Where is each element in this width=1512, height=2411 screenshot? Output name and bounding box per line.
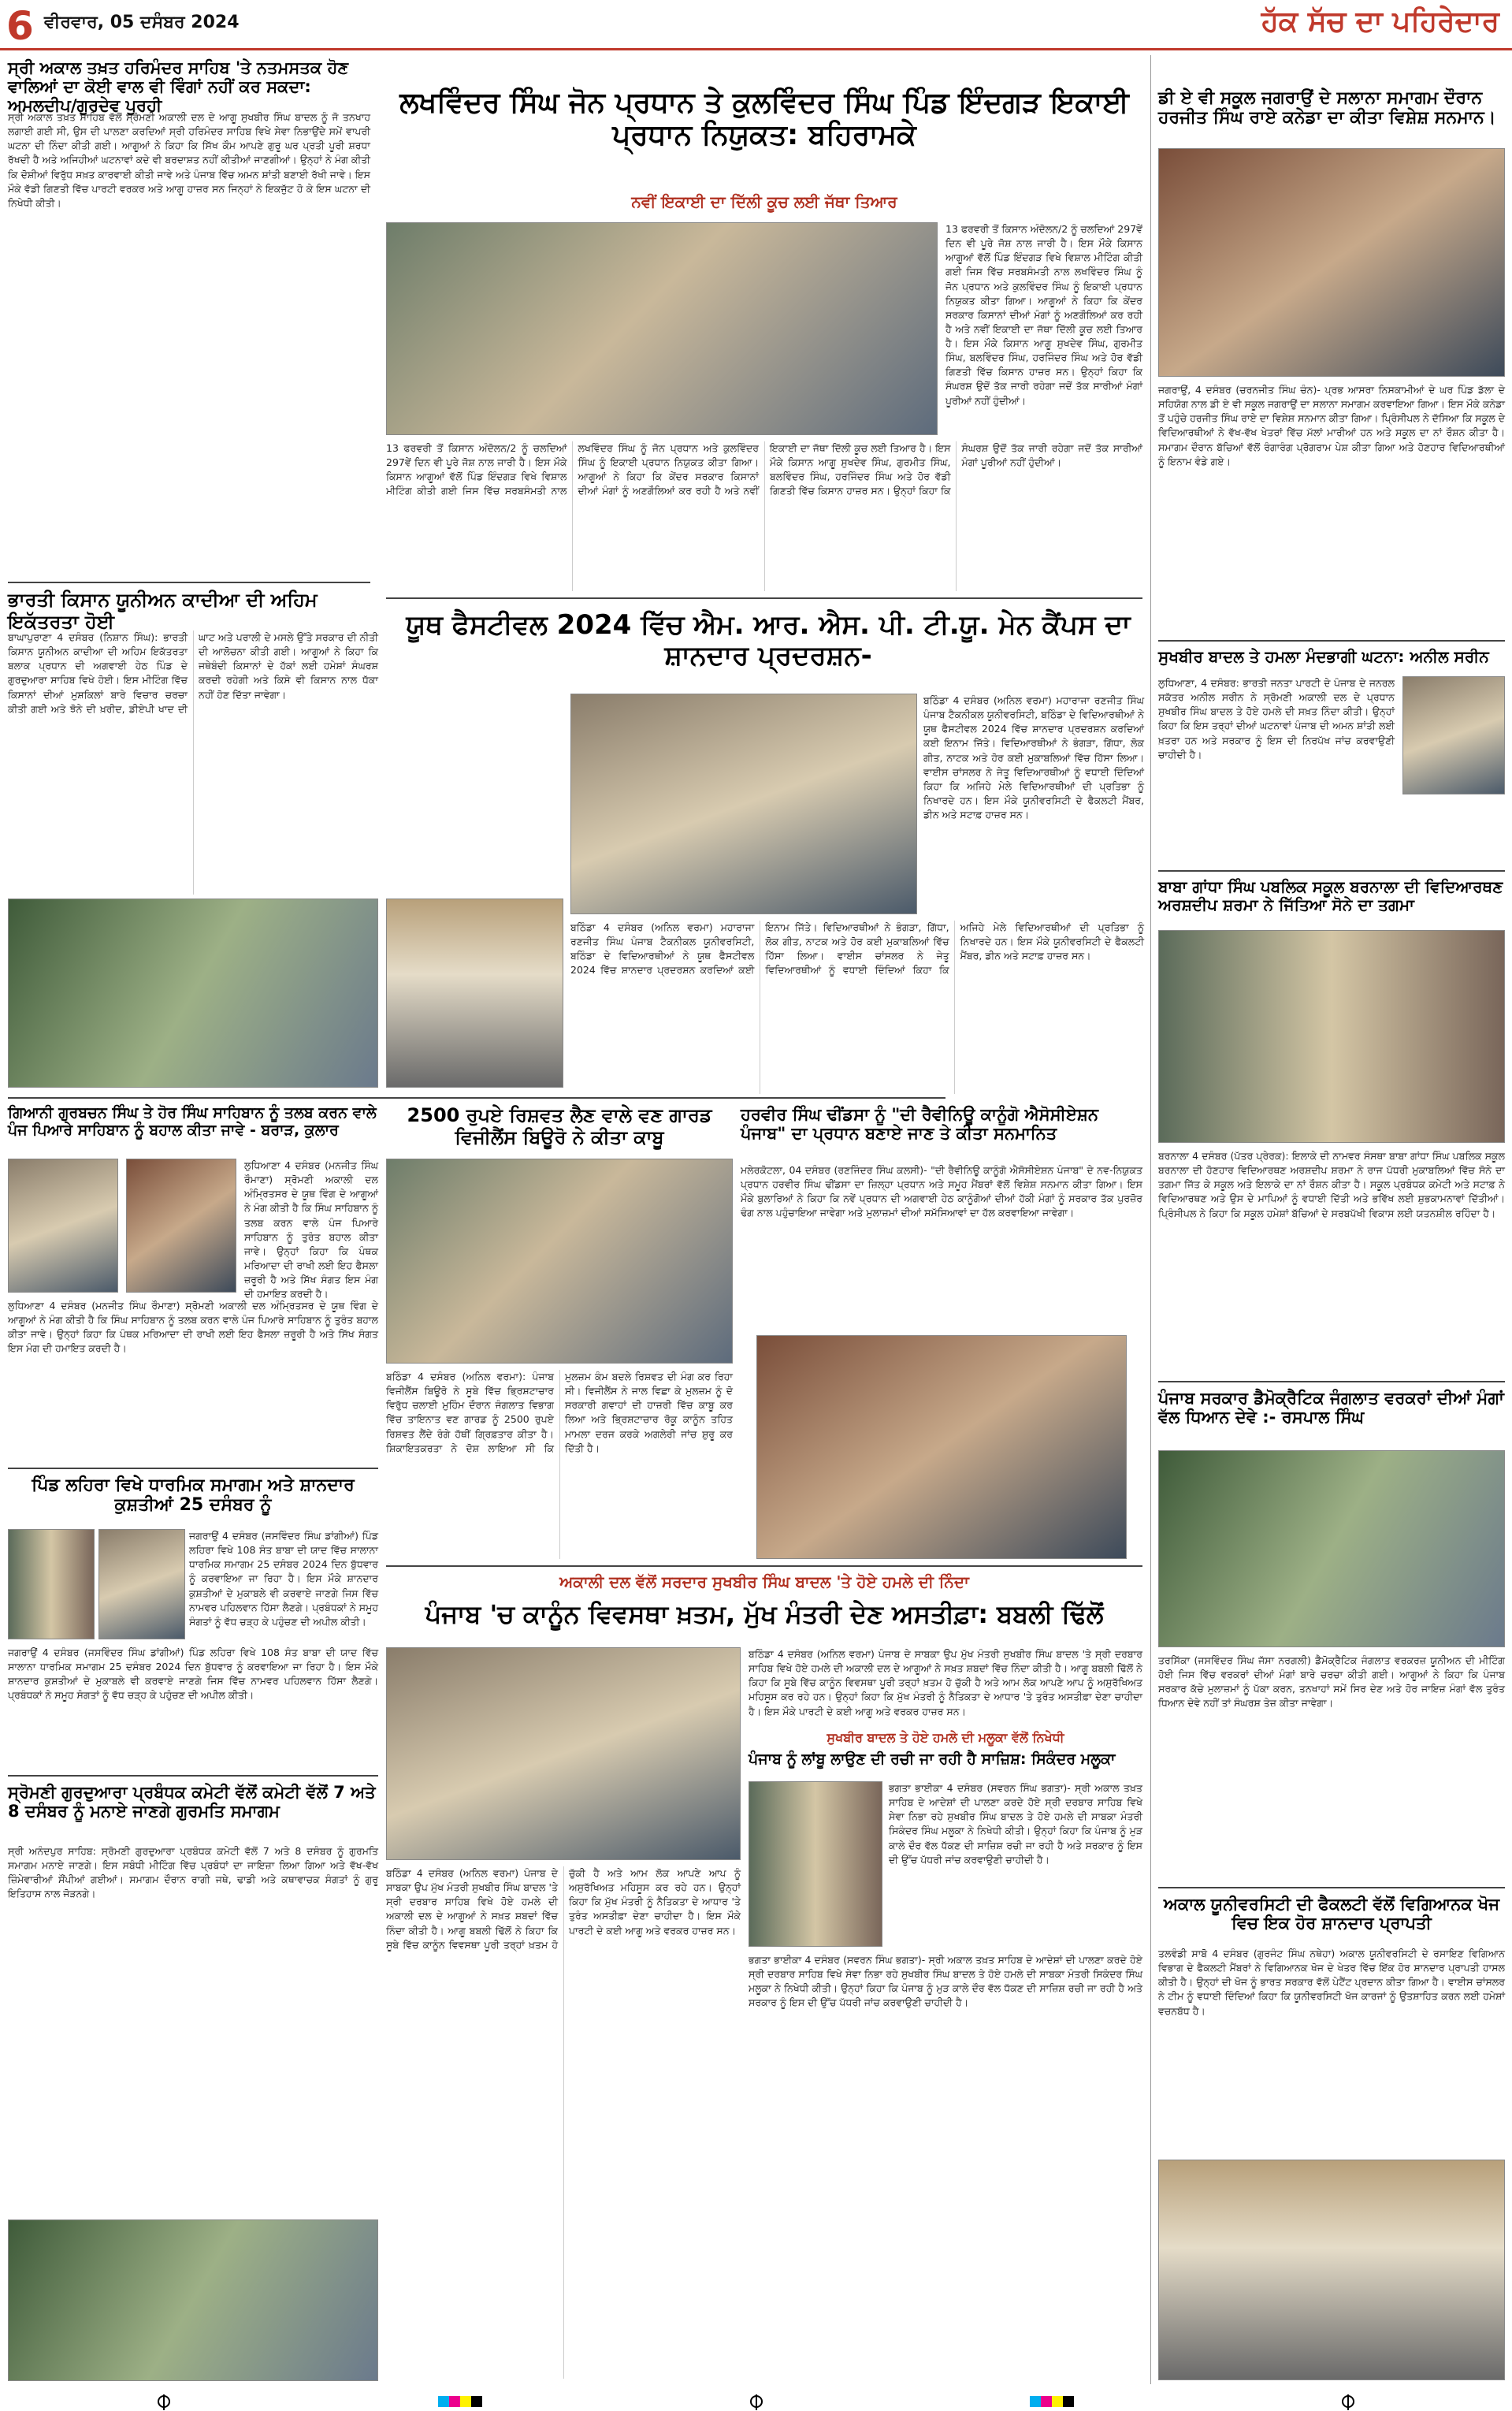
divider: [8, 582, 370, 583]
article-a3-body: ਜਗਰਾਉਂ, 4 ਦਸੰਬਰ (ਚਰਨਜੀਤ ਸਿੰਘ ਚੰਨ)- ਪ੍ਰਭ ਆਸਰਾ ਨਿਸਕਾਮੀਆਂ ਦੇ ਘਰ ਪਿੰਡ ਡੱਲਾ ਦੇ ਸਹਿਯੋਗ ਨਾਲ ਡੀ ਏ ਵੀ ਸਕੂਲ ਜਗਰਾਉਂ ਦਾ ਸਲਾਨਾ ਸਮਾਗਮ ਕਰਵਾਇਆ ਗਿਆ। ਇਸ ਮੌਕੇ ਕਨੇਡਾ ਤੋਂ ਪਹੁੰਚੇ ਹਰਜੀਤ ਸਿੰਘ ਰਾਏ ਦਾ ਵਿਸ਼ੇਸ਼ ਸਨਮਾਨ ਕੀਤਾ ਗਿਆ। ਪ੍ਰਿੰਸੀਪਲ ਨੇ ਦੱਸਿਆ ਕਿ ਸਕੂਲ ਦੇ ਵਿਦਿਆਰਥੀਆਂ ਨੇ ਵੱਖ-ਵੱਖ ਖੇਤਰਾਂ ਵਿੱਚ ਮੱਲਾਂ ਮਾਰੀਆਂ ਹਨ ਅਤੇ ਸਕੂਲ ਦਾ ਨਾਂ ਰੌਸ਼ਨ ਕੀਤਾ ਹੈ। ਸਮਾਗਮ ਦੌਰਾਨ ਬੱਚਿਆਂ ਵੱਲੋਂ ਰੰਗਾਰੰਗ ਪ੍ਰੋਗਰਾਮ ਪੇਸ਼ ਕੀਤਾ ਗਿਆ ਅਤੇ ਹੋਣਹਾਰ ਵਿਦਿਆਰਥੀਆਂ ਨੂੰ ਇਨਾਮ ਵੰਡੇ ਗਏ।: [1158, 384, 1505, 467]
divider: [1158, 1381, 1505, 1382]
subhead-a2: ਨਵੀਂ ਇਕਾਈ ਦਾ ਦਿੱਲੀ ਕੂਚ ਲਈ ਜੱਥਾ ਤਿਆਰ: [631, 192, 897, 211]
photo-anil-sarin: [1402, 676, 1505, 794]
headline-a7: ਯੂਥ ਫੈਸਟੀਵਲ 2024 ਵਿੱਚ ਐਮ. ਆਰ. ਐਸ. ਪੀ. ਟੀ.ਯੂ. ਮੇਨ ਕੈਂਪਸ ਦਾ ਸ਼ਾਨਦਾਰ ਪ੍ਰਦਰਸ਼ਨ-: [406, 609, 1131, 672]
article-a6-body: ਬਾਘਾਪੁਰਾਣਾ 4 ਦਸੰਬਰ (ਨਿਸ਼ਾਨ ਸਿੰਘ): ਭਾਰਤੀ ਕਿਸਾਨ ਯੂਨੀਅਨ ਕਾਦੀਆ ਦੀ ਅਹਿਮ ਇਕੱਤਰਤਾ ਬਲਾਕ ਪ੍ਰਧਾਨ ਦੀ ਅਗਵਾਈ ਹੇਠ ਪਿੰਡ ਦੇ ਗੁਰਦੁਆਰਾ ਸਾਹਿਬ ਵਿਖੇ ਹੋਈ। ਇਸ ਮੀਟਿੰਗ ਵਿੱਚ ਕਿਸਾਨਾਂ ਦੀਆਂ ਮੁਸ਼ਕਿਲਾਂ ਬਾਰੇ ਵਿਚਾਰ ਚਰਚਾ ਕੀਤੀ ਗਈ ਅਤੇ ਝੋਨੇ ਦੀ ਖ਼ਰੀਦ, ਡੀਏਪੀ ਖਾਦ ਦੀ ਘਾਟ ਅਤੇ ਪਰਾਲੀ ਦੇ ਮਸਲੇ ਉੱਤੇ ਸਰਕਾਰ ਦੀ ਨੀਤੀ ਦੀ ਆਲੋਚਨਾ ਕੀਤੀ ਗਈ। ਆਗੂਆਂ ਨੇ ਕਿਹਾ ਕਿ ਜਥੇਬੰਦੀ ਕਿਸਾਨਾਂ ਦੇ ਹੱਕਾਂ ਲਈ ਹਮੇਸ਼ਾਂ ਸੰਘਰਸ਼ ਕਰਦੀ ਰਹੇਗੀ ਅਤੇ ਕਿਸੇ ਵੀ ਕਿਸਾਨ ਨਾਲ ਧੱਕਾ ਨਹੀਂ ਹੋਣ ਦਿੱਤਾ ਜਾਵੇਗਾ।: [8, 631, 378, 715]
photo-gold-medal-student: [1158, 930, 1505, 1143]
issue-date: ਵੀਰਵਾਰ, 05 ਦਸੰਬਰ 2024: [44, 13, 240, 32]
photo-portrait-organiser-1: [8, 1529, 95, 1639]
divider: [1158, 640, 1505, 642]
divider: [8, 1468, 378, 1469]
article-a8-body: ਲੁਧਿਆਣਾ 4 ਦਸੰਬਰ (ਮਨਜੀਤ ਸਿੰਘ ਰੌਮਾਣਾ) ਸ੍ਰੋਮਣੀ ਅਕਾਲੀ ਦਲ ਅੰਮ੍ਰਿਤਸਰ ਦੇ ਯੂਥ ਵਿੰਗ ਦੇ ਆਗੂਆਂ ਨੇ ਮੰਗ ਕੀਤੀ ਹੈ ਕਿ ਸਿੰਘ ਸਾਹਿਬਾਨ ਨੂੰ ਤਲਬ ਕਰਨ ਵਾਲੇ ਪੰਜ ਪਿਆਰੇ ਸਾਹਿਬਾਨ ਨੂੰ ਤੁਰੰਤ ਬਹਾਲ ਕੀਤਾ ਜਾਵੇ। ਉਨ੍ਹਾਂ ਕਿਹਾ ਕਿ ਪੰਥਕ ਮਰਿਆਦਾ ਦੀ ਰਾਖੀ ਲਈ ਇਹ ਫੈਸਲਾ ਜ਼ਰੂਰੀ ਹੈ ਅਤੇ ਸਿੱਖ ਸੰਗਤ ਇਸ ਮੰਗ ਦੀ ਹਮਾਇਤ ਕਰਦੀ ਹੈ।: [8, 1300, 378, 1355]
photo-forest-workers: [1158, 1450, 1505, 1647]
photo-kanungo-association: [756, 1335, 1127, 1559]
registration-mark-icon: [158, 2395, 170, 2408]
photo-youth-festival: [570, 694, 917, 914]
article-a15-body: ਬਠਿੰਡਾ 4 ਦਸੰਬਰ (ਅਨਿਲ ਵਰਮਾ) ਪੰਜਾਬ ਦੇ ਸਾਬਕਾ ਉਪ ਮੁੱਖ ਮੰਤਰੀ ਸੁਖਬੀਰ ਸਿੰਘ ਬਾਦਲ 'ਤੇ ਸ੍ਰੀ ਦਰਬਾਰ ਸਾਹਿਬ ਵਿਖੇ ਹੋਏ ਹਮਲੇ ਦੀ ਅਕਾਲੀ ਦਲ ਦੇ ਆਗੂਆਂ ਨੇ ਸਖ਼ਤ ਸ਼ਬਦਾਂ ਵਿੱਚ ਨਿੰਦਾ ਕੀਤੀ ਹੈ। ਆਗੂ ਬਬਲੀ ਢਿੱਲੋਂ ਨੇ ਕਿਹਾ ਕਿ ਸੂਬੇ ਵਿੱਚ ਕਾਨੂੰਨ ਵਿਵਸਥਾ ਪੂਰੀ ਤਰ੍ਹਾਂ ਖ਼ਤਮ ਹੋ ਚੁੱਕੀ ਹੈ ਅਤੇ ਆਮ ਲੋਕ ਆਪਣੇ ਆਪ ਨੂੰ ਅਸੁਰੱਖਿਅਤ ਮਹਿਸੂਸ ਕਰ ਰਹੇ ਹਨ। ਉਨ੍ਹਾਂ ਕਿਹਾ ਕਿ ਮੁੱਖ ਮੰਤਰੀ ਨੂੰ ਨੈਤਿਕਤਾ ਦੇ ਆਧਾਰ 'ਤੇ ਤੁਰੰਤ ਅਸਤੀਫ਼ਾ ਦੇਣਾ ਚਾਹੀਦਾ ਹੈ। ਇਸ ਮੌਕੇ ਪਾਰਟੀ ਦੇ ਕਈ ਆਗੂ ਅਤੇ ਵਰਕਰ ਹਾਜ਼ਰ ਸਨ।: [386, 1867, 741, 1951]
article-a1-body: ਸ੍ਰੀ ਅਕਾਲ ਤਖ਼ਤ ਸਾਹਿਬ ਵੱਲੋਂ ਸ੍ਰੋਮਣੀ ਅਕਾਲੀ ਦਲ ਦੇ ਆਗੂ ਸੁਖਬੀਰ ਸਿੰਘ ਬਾਦਲ ਨੂੰ ਜੋ ਤਨਖਾਹ ਲਗਾਈ ਗਈ ਸੀ, ਉਸ ਦੀ ਪਾਲਣਾ ਕਰਦਿਆਂ ਸ੍ਰੀ ਹਰਿਮੰਦਰ ਸਾਹਿਬ ਵਿਖੇ ਸੇਵਾ ਨਿਭਾਉਂਦੇ ਸਮੇਂ ਵਾਪਰੀ ਘਟਨਾ ਦੀ ਨਿੰਦਾ ਕੀਤੀ ਗਈ। ਆਗੂਆਂ ਨੇ ਕਿਹਾ ਕਿ ਸਿੱਖ ਕੌਮ ਆਪਣੇ ਗੁਰੂ ਘਰ ਪ੍ਰਤੀ ਪੂਰੀ ਸ਼ਰਧਾ ਰੱਖਦੀ ਹੈ ਅਤੇ ਅਜਿਹੀਆਂ ਘਟਨਾਵਾਂ ਕਦੇ ਵੀ ਬਰਦਾਸ਼ਤ ਨਹੀਂ ਕੀਤੀਆਂ ਜਾਣਗੀਆਂ। ਉਨ੍ਹਾਂ ਨੇ ਮੰਗ ਕੀਤੀ ਕਿ ਦੋਸ਼ੀਆਂ ਵਿਰੁੱਧ ਸਖ਼ਤ ਕਾਰਵਾਈ ਕੀਤੀ ਜਾਵੇ ਅਤੇ ਪੰਜਾਬ ਵਿੱਚ ਅਮਨ ਸ਼ਾਂਤੀ ਬਣਾਈ ਰੱਖੀ ਜਾਵੇ। ਇਸ ਮੌਕੇ ਵੱਡੀ ਗਿਣਤੀ ਵਿੱਚ ਪਾਰਟੀ ਵਰਕਰ ਅਤੇ ਆਗੂ ਹਾਜ਼ਰ ਸਨ ਜਿਨ੍ਹਾਂ ਨੇ ਇਕਜੁੱਟ ਹੋ ਕੇ ਇਸ ਘਟਨਾ ਦੀ ਨਿਖੇਧੀ ਕੀਤੀ।: [8, 111, 370, 209]
photo-dav-school-honour: [1158, 148, 1505, 377]
color-bar-icon: [438, 2396, 482, 2407]
photo-portrait-kular: [126, 1159, 236, 1293]
headline-a10: ਸ੍ਰੋਮਣੀ ਗੁਰਦੁਆਰਾ ਪ੍ਰਬੰਧਕ ਕਮੇਟੀ ਵੱਲੋਂ ਕਮੇਟੀ ਵੱਲੋਂ 7 ਅਤੇ 8 ਦਸੰਬਰ ਨੂੰ ਮਨਾਏ ਜਾਣਗੇ ਗੁਰਮਤਿ ਸਮਾਗਮ: [8, 1783, 376, 1821]
headline-a5: ਬਾਬਾ ਗਾਂਧਾ ਸਿੰਘ ਪਬਲਿਕ ਸਕੂਲ ਬਰਨਾਲਾ ਦੀ ਵਿਦਿਆਰਥਣ ਅਰਸ਼ਦੀਪ ਸ਼ਰਮਾ ਨੇ ਜਿੱਤਿਆ ਸੋਨੇ ਦਾ ਤਗਮਾ: [1158, 877, 1503, 914]
print-registration-strip: [0, 2392, 1512, 2411]
headline-a16: ਪੰਜਾਬ ਨੂੰ ਲਾਂਬੂ ਲਾਉਣ ਦੀ ਰਚੀ ਜਾ ਰਹੀ ਹੈ ਸਾਜ਼ਿਸ਼: ਸਿਕੰਦਰ ਮਲੂਕਾ: [749, 1751, 1116, 1768]
article-a8-body-side: ਲੁਧਿਆਣਾ 4 ਦਸੰਬਰ (ਮਨਜੀਤ ਸਿੰਘ ਰੌਮਾਣਾ) ਸ੍ਰੋਮਣੀ ਅਕਾਲੀ ਦਲ ਅੰਮ੍ਰਿਤਸਰ ਦੇ ਯੂਥ ਵਿੰਗ ਦੇ ਆਗੂਆਂ ਨੇ ਮੰਗ ਕੀਤੀ ਹੈ ਕਿ ਸਿੰਘ ਸਾਹਿਬਾਨ ਨੂੰ ਤਲਬ ਕਰਨ ਵਾਲੇ ਪੰਜ ਪਿਆਰੇ ਸਾਹਿਬਾਨ ਨੂੰ ਤੁਰੰਤ ਬਹਾਲ ਕੀਤਾ ਜਾਵੇ। ਉਨ੍ਹਾਂ ਕਿਹਾ ਕਿ ਪੰਥਕ ਮਰਿਆਦਾ ਦੀ ਰਾਖੀ ਲਈ ਇਹ ਫੈਸਲਾ ਜ਼ਰੂਰੀ ਹੈ ਅਤੇ ਸਿੱਖ ਸੰਗਤ ਇਸ ਮੰਗ ਦੀ ਹਮਾਇਤ ਕਰਦੀ ਹੈ।: [244, 1159, 378, 1300]
kicker-a16: ਸੁਖਬੀਰ ਬਾਦਲ ਤੇ ਹੋਏ ਹਮਲੇ ਦੀ ਮਲੂਕਾ ਵੱਲੋਂ ਨਿਖੇਧੀ: [827, 1730, 1064, 1745]
article-a11-body: ਬਠਿੰਡਾ 4 ਦਸੰਬਰ (ਅਨਿਲ ਵਰਮਾ): ਪੰਜਾਬ ਵਿਜੀਲੈਂਸ ਬਿਊਰੋ ਨੇ ਸੂਬੇ ਵਿੱਚ ਭ੍ਰਿਸ਼ਟਾਚਾਰ ਵਿਰੁੱਧ ਚਲਾਈ ਮੁਹਿੰਮ ਦੌਰਾਨ ਜੰਗਲਾਤ ਵਿਭਾਗ ਵਿੱਚ ਤਾਇਨਾਤ ਵਣ ਗਾਰਡ ਨੂੰ 2500 ਰੁਪਏ ਰਿਸ਼ਵਤ ਲੈਂਦੇ ਰੰਗੇ ਹੱਥੀਂ ਗ੍ਰਿਫ਼ਤਾਰ ਕੀਤਾ ਹੈ। ਸ਼ਿਕਾਇਤਕਰਤਾ ਨੇ ਦੋਸ਼ ਲਾਇਆ ਸੀ ਕਿ ਮੁਲਜ਼ਮ ਕੰਮ ਬਦਲੇ ਰਿਸ਼ਵਤ ਦੀ ਮੰਗ ਕਰ ਰਿਹਾ ਸੀ। ਵਿਜੀਲੈਂਸ ਨੇ ਜਾਲ ਵਿਛਾ ਕੇ ਮੁਲਜ਼ਮ ਨੂੰ ਦੋ ਸਰਕਾਰੀ ਗਵਾਹਾਂ ਦੀ ਹਾਜ਼ਰੀ ਵਿੱਚ ਕਾਬੂ ਕਰ ਲਿਆ ਅਤੇ ਭ੍ਰਿਸ਼ਟਾਚਾਰ ਰੋਕੂ ਕਾਨੂੰਨ ਤਹਿਤ ਮਾਮਲਾ ਦਰਜ ਕਰਕੇ ਅਗਲੇਰੀ ਜਾਂਚ ਸ਼ੁਰੂ ਕਰ ਦਿੱਤੀ ਹੈ।: [386, 1371, 733, 1454]
headline-a15: ਪੰਜਾਬ 'ਚ ਕਾਨੂੰਨ ਵਿਵਸਥਾ ਖ਼ਤਮ, ਮੁੱਖ ਮੰਤਰੀ ਦੇਣ ਅਸਤੀਫ਼ਾ: ਬਬਲੀ ਢਿੱਲੋਂ: [425, 1599, 1104, 1629]
article-a13-body: ਤਰਸਿੱਕਾ (ਜਸਵਿੰਦਰ ਸਿੰਘ ਜੱਸਾ ਨਰਗਲੀ) ਡੈਮੋਕ੍ਰੈਟਿਕ ਜੰਗਲਾਤ ਵਰਕਰਜ਼ ਯੂਨੀਅਨ ਦੀ ਮੀਟਿੰਗ ਹੋਈ ਜਿਸ ਵਿੱਚ ਵਰਕਰਾਂ ਦੀਆਂ ਮੰਗਾਂ ਬਾਰੇ ਚਰਚਾ ਕੀਤੀ ਗਈ। ਆਗੂਆਂ ਨੇ ਕਿਹਾ ਕਿ ਪੰਜਾਬ ਸਰਕਾਰ ਕੱਚੇ ਮੁਲਾਜ਼ਮਾਂ ਨੂੰ ਪੱਕਾ ਕਰਨ, ਤਨਖਾਹਾਂ ਸਮੇਂ ਸਿਰ ਦੇਣ ਅਤੇ ਹੋਰ ਜਾਇਜ਼ ਮੰਗਾਂ ਵੱਲ ਤੁਰੰਤ ਧਿਆਨ ਦੇਵੇ ਨਹੀਂ ਤਾਂ ਸੰਘਰਸ਼ ਤੇਜ਼ ਕੀਤਾ ਜਾਵੇਗਾ।: [1158, 1654, 1505, 1710]
newspaper-logo: ਹੱਕ ਸੱਚ ਦਾ ਪਹਿਰੇਦਾਰ: [1261, 5, 1499, 38]
divider: [8, 1775, 378, 1777]
article-a16-body-side: ਭਗਤਾ ਭਾਈਕਾ 4 ਦਸੰਬਰ (ਸਵਰਨ ਸਿੰਘ ਭਗਤਾ)- ਸ੍ਰੀ ਅਕਾਲ ਤਖ਼ਤ ਸਾਹਿਬ ਦੇ ਆਦੇਸ਼ਾਂ ਦੀ ਪਾਲਣਾ ਕਰਦੇ ਹੋਏ ਸ੍ਰੀ ਦਰਬਾਰ ਸਾਹਿਬ ਵਿਖੇ ਸੇਵਾ ਨਿਭਾ ਰਹੇ ਸੁਖਬੀਰ ਸਿੰਘ ਬਾਦਲ ਤੇ ਹੋਏ ਹਮਲੇ ਦੀ ਸਾਬਕਾ ਮੰਤਰੀ ਸਿਕੰਦਰ ਸਿੰਘ ਮਲੂਕਾ ਨੇ ਨਿਖੇਧੀ ਕੀਤੀ। ਉਨ੍ਹਾਂ ਕਿਹਾ ਕਿ ਪੰਜਾਬ ਨੂੰ ਮੁੜ ਕਾਲੇ ਦੌਰ ਵੱਲ ਧੱਕਣ ਦੀ ਸਾਜ਼ਿਸ਼ ਰਚੀ ਜਾ ਰਹੀ ਹੈ ਅਤੇ ਸਰਕਾਰ ਨੂੰ ਇਸ ਦੀ ਉੱਚ ਪੱਧਰੀ ਜਾਂਚ ਕਰਵਾਉਣੀ ਚਾਹੀਦੀ ਹੈ।: [889, 1782, 1142, 1866]
article-a2-body-side: 13 ਫਰਵਰੀ ਤੋਂ ਕਿਸਾਨ ਅੰਦੋਲਨ/2 ਨੂੰ ਚਲਦਿਆਂ 297ਵੇਂ ਦਿਨ ਵੀ ਪੂਰੇ ਜੋਸ਼ ਨਾਲ ਜਾਰੀ ਹੈ। ਇਸ ਮੌਕੇ ਕਿਸਾਨ ਆਗੂਆਂ ਵੱਲੋਂ ਪਿੰਡ ਇੰਦਗੜ ਵਿਖੇ ਵਿਸ਼ਾਲ ਮੀਟਿੰਗ ਕੀਤੀ ਗਈ ਜਿਸ ਵਿੱਚ ਸਰਬਸੰਮਤੀ ਨਾਲ ਲਖਵਿੰਦਰ ਸਿੰਘ ਨੂੰ ਜੋਨ ਪ੍ਰਧਾਨ ਅਤੇ ਕੁਲਵਿੰਦਰ ਸਿੰਘ ਨੂੰ ਇਕਾਈ ਪ੍ਰਧਾਨ ਨਿਯੁਕਤ ਕੀਤਾ ਗਿਆ। ਆਗੂਆਂ ਨੇ ਕਿਹਾ ਕਿ ਕੇਂਦਰ ਸਰਕਾਰ ਕਿਸਾਨਾਂ ਦੀਆਂ ਮੰਗਾਂ ਨੂੰ ਅਣਗੌਲਿਆਂ ਕਰ ਰਹੀ ਹੈ ਅਤੇ ਨਵੀਂ ਇਕਾਈ ਦਾ ਜੱਥਾ ਦਿੱਲੀ ਕੂਚ ਲਈ ਤਿਆਰ ਹੈ। ਇਸ ਮੌਕੇ ਕਿਸਾਨ ਆਗੂ ਸੁਖਦੇਵ ਸਿੰਘ, ਗੁਰਮੀਤ ਸਿੰਘ, ਬਲਵਿੰਦਰ ਸਿੰਘ, ਹਰਜਿੰਦਰ ਸਿੰਘ ਅਤੇ ਹੋਰ ਵੱਡੀ ਗਿਣਤੀ ਵਿੱਚ ਕਿਸਾਨ ਹਾਜ਼ਰ ਸਨ। ਉਨ੍ਹਾਂ ਕਿਹਾ ਕਿ ਸੰਘਰਸ਼ ਉਦੋਂ ਤੱਕ ਜਾਰੀ ਰਹੇਗਾ ਜਦੋਂ ਤੱਕ ਸਾਰੀਆਂ ਮੰਗਾਂ ਪੂਰੀਆਂ ਨਹੀਂ ਹੁੰਦੀਆਂ।: [945, 223, 1142, 407]
photo-akal-university-faculty: [1158, 2160, 1505, 2380]
article-a7-body: ਬਠਿੰਡਾ 4 ਦਸੰਬਰ (ਅਨਿਲ ਵਰਮਾ) ਮਹਾਰਾਜਾ ਰਣਜੀਤ ਸਿੰਘ ਪੰਜਾਬ ਟੈਕਨੀਕਲ ਯੂਨੀਵਰਸਿਟੀ, ਬਠਿੰਡਾ ਦੇ ਵਿਦਿਆਰਥੀਆਂ ਨੇ ਯੂਥ ਫੈਸਟੀਵਲ 2024 ਵਿੱਚ ਸ਼ਾਨਦਾਰ ਪ੍ਰਦਰਸ਼ਨ ਕਰਦਿਆਂ ਕਈ ਇਨਾਮ ਜਿੱਤੇ। ਵਿਦਿਆਰਥੀਆਂ ਨੇ ਭੰਗੜਾ, ਗਿੱਧਾ, ਲੋਕ ਗੀਤ, ਨਾਟਕ ਅਤੇ ਹੋਰ ਕਈ ਮੁਕਾਬਲਿਆਂ ਵਿੱਚ ਹਿੱਸਾ ਲਿਆ। ਵਾਈਸ ਚਾਂਸਲਰ ਨੇ ਜੇਤੂ ਵਿਦਿਆਰਥੀਆਂ ਨੂੰ ਵਧਾਈ ਦਿੰਦਿਆਂ ਕਿਹਾ ਕਿ ਅਜਿਹੇ ਮੇਲੇ ਵਿਦਿਆਰਥੀਆਂ ਦੀ ਪ੍ਰਤਿਭਾ ਨੂੰ ਨਿਖਾਰਦੇ ਹਨ। ਇਸ ਮੌਕੇ ਯੂਨੀਵਰਸਿਟੀ ਦੇ ਫੈਕਲਟੀ ਮੈਂਬਰ, ਡੀਨ ਅਤੇ ਸਟਾਫ਼ ਹਾਜ਼ਰ ਸਨ।: [570, 921, 1144, 977]
headline-a14: ਅਕਾਲ ਯੂਨੀਵਰਸਿਟੀ ਦੀ ਫੈਕਲਟੀ ਵੱਲੋਂ ਵਿਗਿਆਨਕ ਖੋਜ ਵਿਚ ਇਕ ਹੋਰ ਸ਼ਾਨਦਾਰ ਪ੍ਰਾਪਤੀ: [1163, 1895, 1500, 1933]
article-a4-body: ਲੁਧਿਆਣਾ, 4 ਦਸੰਬਰ: ਭਾਰਤੀ ਜਨਤਾ ਪਾਰਟੀ ਦੇ ਪੰਜਾਬ ਦੇ ਜਨਰਲ ਸਕੱਤਰ ਅਨੀਲ ਸਰੀਨ ਨੇ ਸ੍ਰੋਮਣੀ ਅਕਾਲੀ ਦਲ ਦੇ ਪ੍ਰਧਾਨ ਸੁਖਬੀਰ ਸਿੰਘ ਬਾਦਲ ਤੇ ਹੋਏ ਹਮਲੇ ਦੀ ਸਖ਼ਤ ਨਿੰਦਾ ਕੀਤੀ। ਉਨ੍ਹਾਂ ਕਿਹਾ ਕਿ ਇਸ ਤਰ੍ਹਾਂ ਦੀਆਂ ਘਟਨਾਵਾਂ ਪੰਜਾਬ ਦੀ ਅਮਨ ਸ਼ਾਂਤੀ ਲਈ ਖ਼ਤਰਾ ਹਨ ਅਤੇ ਸਰਕਾਰ ਨੂੰ ਇਸ ਦੀ ਨਿਰਪੱਖ ਜਾਂਚ ਕਰਵਾਉਣੀ ਚਾਹੀਦੀ ਹੈ।: [1158, 677, 1395, 761]
divider: [386, 597, 1142, 599]
divider: [386, 1565, 1142, 1567]
article-a12-body: ਮਲੇਰਕੋਟਲਾ, 04 ਦਸੰਬਰ (ਰਣਜਿੰਦਰ ਸਿੰਘ ਕਲਸੀ)- "ਦੀ ਰੈਵੀਨਿਊ ਕਾਨੂੰਗੋ ਐਸੋਸੀਏਸ਼ਨ ਪੰਜਾਬ" ਦੇ ਨਵ-ਨਿਯੁਕਤ ਪ੍ਰਧਾਨ ਹਰਵੀਰ ਸਿੰਘ ਢੀਂਡਸਾ ਦਾ ਜ਼ਿਲ੍ਹਾ ਪ੍ਰਧਾਨ ਅਤੇ ਸਮੂਹ ਮੈਂਬਰਾਂ ਵੱਲੋਂ ਵਿਸ਼ੇਸ਼ ਸਨਮਾਨ ਕੀਤਾ ਗਿਆ। ਇਸ ਮੌਕੇ ਬੁਲਾਰਿਆਂ ਨੇ ਕਿਹਾ ਕਿ ਨਵੇਂ ਪ੍ਰਧਾਨ ਦੀ ਅਗਵਾਈ ਹੇਠ ਕਾਨੂੰਗੋਆਂ ਦੀਆਂ ਹੱਕੀ ਮੰਗਾਂ ਨੂੰ ਸਰਕਾਰ ਤੱਕ ਪੁਰਜ਼ੋਰ ਢੰਗ ਨਾਲ ਪਹੁੰਚਾਇਆ ਜਾਵੇਗਾ ਅਤੇ ਮੁਲਾਜ਼ਮਾਂ ਦੀਆਂ ਸਮੱਸਿਆਵਾਂ ਦਾ ਹੱਲ ਕਰਵਾਇਆ ਜਾਵੇਗਾ।: [741, 1164, 1142, 1219]
registration-mark-icon: [1342, 2395, 1354, 2408]
photo-portrait-organiser-2: [98, 1529, 185, 1639]
article-a9-body: ਜਗਰਾਉਂ 4 ਦਸੰਬਰ (ਜਸਵਿੰਦਰ ਸਿੰਘ ਡਾਂਗੀਆਂ) ਪਿੰਡ ਲਹਿਰਾ ਵਿਖੇ 108 ਸੰਤ ਬਾਬਾ ਦੀ ਯਾਦ ਵਿੱਚ ਸਾਲਾਨਾ ਧਾਰਮਿਕ ਸਮਾਗਮ 25 ਦਸੰਬਰ 2024 ਦਿਨ ਬੁੱਧਵਾਰ ਨੂੰ ਕਰਵਾਇਆ ਜਾ ਰਿਹਾ ਹੈ। ਇਸ ਮੌਕੇ ਸ਼ਾਨਦਾਰ ਕੁਸ਼ਤੀਆਂ ਦੇ ਮੁਕਾਬਲੇ ਵੀ ਕਰਵਾਏ ਜਾਣਗੇ ਜਿਸ ਵਿੱਚ ਨਾਮਵਰ ਪਹਿਲਵਾਨ ਹਿੱਸਾ ਲੈਣਗੇ। ਪ੍ਰਬੰਧਕਾਂ ਨੇ ਸਮੂਹ ਸੰਗਤਾਂ ਨੂੰ ਵੱਧ ਚੜ੍ਹ ਕੇ ਪਹੁੰਚਣ ਦੀ ਅਪੀਲ ਕੀਤੀ।: [8, 1646, 378, 1702]
photo-portrait-brar: [8, 1159, 118, 1293]
column-rule: [1150, 55, 1151, 2384]
photo-akali-leaders: [386, 1647, 741, 1860]
photo-sikander-maluka: [749, 1781, 882, 1947]
headline-a6: ਭਾਰਤੀ ਕਿਸਾਨ ਯੂਨੀਅਨ ਕਾਦੀਆ ਦੀ ਅਹਿਮ ਇਕੱਤਰਤਾ ਹੋਈ: [8, 589, 318, 633]
article-a5-body: ਬਰਨਾਲਾ 4 ਦਸੰਬਰ (ਪੱਤਰ ਪ੍ਰੇਰਕ): ਇਲਾਕੇ ਦੀ ਨਾਮਵਰ ਸੰਸਥਾ ਬਾਬਾ ਗਾਂਧਾ ਸਿੰਘ ਪਬਲਿਕ ਸਕੂਲ ਬਰਨਾਲਾ ਦੀ ਹੋਣਹਾਰ ਵਿਦਿਆਰਥਣ ਅਰਸ਼ਦੀਪ ਸ਼ਰਮਾ ਨੇ ਰਾਜ ਪੱਧਰੀ ਮੁਕਾਬਲਿਆਂ ਵਿੱਚ ਸੋਨੇ ਦਾ ਤਗਮਾ ਜਿੱਤ ਕੇ ਸਕੂਲ ਅਤੇ ਇਲਾਕੇ ਦਾ ਨਾਂ ਰੌਸ਼ਨ ਕੀਤਾ ਹੈ। ਸਕੂਲ ਪ੍ਰਬੰਧਕ ਕਮੇਟੀ ਅਤੇ ਸਟਾਫ਼ ਨੇ ਵਿਦਿਆਰਥਣ ਅਤੇ ਉਸ ਦੇ ਮਾਪਿਆਂ ਨੂੰ ਵਧਾਈ ਦਿੱਤੀ ਅਤੇ ਭਵਿੱਖ ਲਈ ਸ਼ੁਭਕਾਮਨਾਵਾਂ ਦਿੱਤੀਆਂ। ਪ੍ਰਿੰਸੀਪਲ ਨੇ ਕਿਹਾ ਕਿ ਸਕੂਲ ਹਮੇਸ਼ਾਂ ਬੱਚਿਆਂ ਦੇ ਸਰਬਪੱਖੀ ਵਿਕਾਸ ਲਈ ਯਤਨਸ਼ੀਲ ਰਹਿੰਦਾ ਹੈ।: [1158, 1150, 1505, 1219]
photo-sgpc-meeting: [8, 2219, 378, 2381]
article-a15-body-side: ਬਠਿੰਡਾ 4 ਦਸੰਬਰ (ਅਨਿਲ ਵਰਮਾ) ਪੰਜਾਬ ਦੇ ਸਾਬਕਾ ਉਪ ਮੁੱਖ ਮੰਤਰੀ ਸੁਖਬੀਰ ਸਿੰਘ ਬਾਦਲ 'ਤੇ ਸ੍ਰੀ ਦਰਬਾਰ ਸਾਹਿਬ ਵਿਖੇ ਹੋਏ ਹਮਲੇ ਦੀ ਅਕਾਲੀ ਦਲ ਦੇ ਆਗੂਆਂ ਨੇ ਸਖ਼ਤ ਸ਼ਬਦਾਂ ਵਿੱਚ ਨਿੰਦਾ ਕੀਤੀ ਹੈ। ਆਗੂ ਬਬਲੀ ਢਿੱਲੋਂ ਨੇ ਕਿਹਾ ਕਿ ਸੂਬੇ ਵਿੱਚ ਕਾਨੂੰਨ ਵਿਵਸਥਾ ਪੂਰੀ ਤਰ੍ਹਾਂ ਖ਼ਤਮ ਹੋ ਚੁੱਕੀ ਹੈ ਅਤੇ ਆਮ ਲੋਕ ਆਪਣੇ ਆਪ ਨੂੰ ਅਸੁਰੱਖਿਅਤ ਮਹਿਸੂਸ ਕਰ ਰਹੇ ਹਨ। ਉਨ੍ਹਾਂ ਕਿਹਾ ਕਿ ਮੁੱਖ ਮੰਤਰੀ ਨੂੰ ਨੈਤਿਕਤਾ ਦੇ ਆਧਾਰ 'ਤੇ ਤੁਰੰਤ ਅਸਤੀਫ਼ਾ ਦੇਣਾ ਚਾਹੀਦਾ ਹੈ। ਇਸ ਮੌਕੇ ਪਾਰਟੀ ਦੇ ਕਈ ਆਗੂ ਅਤੇ ਵਰਕਰ ਹਾਜ਼ਰ ਸਨ।: [749, 1648, 1142, 1717]
article-a9-body-side: ਜਗਰਾਉਂ 4 ਦਸੰਬਰ (ਜਸਵਿੰਦਰ ਸਿੰਘ ਡਾਂਗੀਆਂ) ਪਿੰਡ ਲਹਿਰਾ ਵਿਖੇ 108 ਸੰਤ ਬਾਬਾ ਦੀ ਯਾਦ ਵਿੱਚ ਸਾਲਾਨਾ ਧਾਰਮਿਕ ਸਮਾਗਮ 25 ਦਸੰਬਰ 2024 ਦਿਨ ਬੁੱਧਵਾਰ ਨੂੰ ਕਰਵਾਇਆ ਜਾ ਰਿਹਾ ਹੈ। ਇਸ ਮੌਕੇ ਸ਼ਾਨਦਾਰ ਕੁਸ਼ਤੀਆਂ ਦੇ ਮੁਕਾਬਲੇ ਵੀ ਕਰਵਾਏ ਜਾਣਗੇ ਜਿਸ ਵਿੱਚ ਨਾਮਵਰ ਪਹਿਲਵਾਨ ਹਿੱਸਾ ਲੈਣਗੇ। ਪ੍ਰਬੰਧਕਾਂ ਨੇ ਸਮੂਹ ਸੰਗਤਾਂ ਨੂੰ ਵੱਧ ਚੜ੍ਹ ਕੇ ਪਹੁੰਚਣ ਦੀ ਅਪੀਲ ਕੀਤੀ।: [189, 1530, 378, 1628]
photo-farmers-group: [386, 222, 938, 435]
article-a10-body: ਸ੍ਰੀ ਅਨੰਦਪੁਰ ਸਾਹਿਬ: ਸ੍ਰੋਮਣੀ ਗੁਰਦੁਆਰਾ ਪ੍ਰਬੰਧਕ ਕਮੇਟੀ ਵੱਲੋਂ 7 ਅਤੇ 8 ਦਸੰਬਰ ਨੂੰ ਗੁਰਮਤਿ ਸਮਾਗਮ ਮਨਾਏ ਜਾਣਗੇ। ਇਸ ਸਬੰਧੀ ਮੀਟਿੰਗ ਵਿੱਚ ਪ੍ਰਬੰਧਾਂ ਦਾ ਜਾਇਜ਼ਾ ਲਿਆ ਗਿਆ ਅਤੇ ਵੱਖ-ਵੱਖ ਜ਼ਿੰਮੇਵਾਰੀਆਂ ਸੌਂਪੀਆਂ ਗਈਆਂ। ਸਮਾਗਮ ਦੌਰਾਨ ਰਾਗੀ ਜਥੇ, ਢਾਡੀ ਅਤੇ ਕਥਾਵਾਚਕ ਸੰਗਤਾਂ ਨੂੰ ਗੁਰੂ ਇਤਿਹਾਸ ਨਾਲ ਜੋੜਨਗੇ।: [8, 1845, 378, 1900]
article-a14-body: ਤਲਵੰਡੀ ਸਾਬੋ 4 ਦਸੰਬਰ (ਗੁਰਜੰਟ ਸਿੰਘ ਨਥੇਹਾ) ਅਕਾਲ ਯੂਨੀਵਰਸਿਟੀ ਦੇ ਰਸਾਇਣ ਵਿਗਿਆਨ ਵਿਭਾਗ ਦੇ ਫੈਕਲਟੀ ਮੈਂਬਰਾਂ ਨੇ ਵਿਗਿਆਨਕ ਖੋਜ ਦੇ ਖੇਤਰ ਵਿੱਚ ਇੱਕ ਹੋਰ ਸ਼ਾਨਦਾਰ ਪ੍ਰਾਪਤੀ ਹਾਸਲ ਕੀਤੀ ਹੈ। ਉਨ੍ਹਾਂ ਦੀ ਖੋਜ ਨੂੰ ਭਾਰਤ ਸਰਕਾਰ ਵੱਲੋਂ ਪੇਟੈਂਟ ਪ੍ਰਦਾਨ ਕੀਤਾ ਗਿਆ ਹੈ। ਵਾਈਸ ਚਾਂਸਲਰ ਨੇ ਟੀਮ ਨੂੰ ਵਧਾਈ ਦਿੰਦਿਆਂ ਕਿਹਾ ਕਿ ਯੂਨੀਵਰਸਿਟੀ ਖੋਜ ਕਾਰਜਾਂ ਨੂੰ ਉਤਸ਼ਾਹਿਤ ਕਰਨ ਲਈ ਹਮੇਸ਼ਾਂ ਵਚਨਬੱਧ ਹੈ।: [1158, 1948, 1505, 2017]
article-a16-body: ਭਗਤਾ ਭਾਈਕਾ 4 ਦਸੰਬਰ (ਸਵਰਨ ਸਿੰਘ ਭਗਤਾ)- ਸ੍ਰੀ ਅਕਾਲ ਤਖ਼ਤ ਸਾਹਿਬ ਦੇ ਆਦੇਸ਼ਾਂ ਦੀ ਪਾਲਣਾ ਕਰਦੇ ਹੋਏ ਸ੍ਰੀ ਦਰਬਾਰ ਸਾਹਿਬ ਵਿਖੇ ਸੇਵਾ ਨਿਭਾ ਰਹੇ ਸੁਖਬੀਰ ਸਿੰਘ ਬਾਦਲ ਤੇ ਹੋਏ ਹਮਲੇ ਦੀ ਸਾਬਕਾ ਮੰਤਰੀ ਸਿਕੰਦਰ ਸਿੰਘ ਮਲੂਕਾ ਨੇ ਨਿਖੇਧੀ ਕੀਤੀ। ਉਨ੍ਹਾਂ ਕਿਹਾ ਕਿ ਪੰਜਾਬ ਨੂੰ ਮੁੜ ਕਾਲੇ ਦੌਰ ਵੱਲ ਧੱਕਣ ਦੀ ਸਾਜ਼ਿਸ਼ ਰਚੀ ਜਾ ਰਹੀ ਹੈ ਅਤੇ ਸਰਕਾਰ ਨੂੰ ਇਸ ਦੀ ਉੱਚ ਪੱਧਰੀ ਜਾਂਚ ਕਰਵਾਉਣੀ ਚਾਹੀਦੀ ਹੈ।: [749, 1954, 1142, 2009]
divider: [1158, 870, 1505, 872]
color-bar-icon: [1030, 2396, 1074, 2407]
headline-a1: ਸ੍ਰੀ ਅਕਾਲ ਤਖ਼ਤ ਹਰਿਮੰਦਰ ਸਾਹਿਬ 'ਤੇ ਨਤਮਸਤਕ ਹੋਣ ਵਾਲਿਆਂ ਦਾ ਕੋਈ ਵਾਲ ਵੀ ਵਿੰਗਾਂ ਨਹੀਂ ਕਰ ਸਕਦਾ: ਅਮਲਦੀਪ/ਗੁਰਦੇਵ ਪੁਰਹੀ: [8, 58, 349, 116]
photo-vigilance-arrest: [386, 1159, 733, 1364]
article-a2-body: 13 ਫਰਵਰੀ ਤੋਂ ਕਿਸਾਨ ਅੰਦੋਲਨ/2 ਨੂੰ ਚਲਦਿਆਂ 297ਵੇਂ ਦਿਨ ਵੀ ਪੂਰੇ ਜੋਸ਼ ਨਾਲ ਜਾਰੀ ਹੈ। ਇਸ ਮੌਕੇ ਕਿਸਾਨ ਆਗੂਆਂ ਵੱਲੋਂ ਪਿੰਡ ਇੰਦਗੜ ਵਿਖੇ ਵਿਸ਼ਾਲ ਮੀਟਿੰਗ ਕੀਤੀ ਗਈ ਜਿਸ ਵਿੱਚ ਸਰਬਸੰਮਤੀ ਨਾਲ ਲਖਵਿੰਦਰ ਸਿੰਘ ਨੂੰ ਜੋਨ ਪ੍ਰਧਾਨ ਅਤੇ ਕੁਲਵਿੰਦਰ ਸਿੰਘ ਨੂੰ ਇਕਾਈ ਪ੍ਰਧਾਨ ਨਿਯੁਕਤ ਕੀਤਾ ਗਿਆ। ਆਗੂਆਂ ਨੇ ਕਿਹਾ ਕਿ ਕੇਂਦਰ ਸਰਕਾਰ ਕਿਸਾਨਾਂ ਦੀਆਂ ਮੰਗਾਂ ਨੂੰ ਅਣਗੌਲਿਆਂ ਕਰ ਰਹੀ ਹੈ ਅਤੇ ਨਵੀਂ ਇਕਾਈ ਦਾ ਜੱਥਾ ਦਿੱਲੀ ਕੂਚ ਲਈ ਤਿਆਰ ਹੈ। ਇਸ ਮੌਕੇ ਕਿਸਾਨ ਆਗੂ ਸੁਖਦੇਵ ਸਿੰਘ, ਗੁਰਮੀਤ ਸਿੰਘ, ਬਲਵਿੰਦਰ ਸਿੰਘ, ਹਰਜਿੰਦਰ ਸਿੰਘ ਅਤੇ ਹੋਰ ਵੱਡੀ ਗਿਣਤੀ ਵਿੱਚ ਕਿਸਾਨ ਹਾਜ਼ਰ ਸਨ। ਉਨ੍ਹਾਂ ਕਿਹਾ ਕਿ ਸੰਘਰਸ਼ ਉਦੋਂ ਤੱਕ ਜਾਰੀ ਰਹੇਗਾ ਜਦੋਂ ਤੱਕ ਸਾਰੀਆਂ ਮੰਗਾਂ ਪੂਰੀਆਂ ਨਹੀਂ ਹੁੰਦੀਆਂ।: [386, 442, 1142, 497]
headline-a3: ਡੀ ਏ ਵੀ ਸਕੂਲ ਜਗਰਾਉਂ ਦੇ ਸਲਾਨਾ ਸਮਾਗਮ ਦੌਰਾਨ ਹਰਜੀਤ ਸਿੰਘ ਰਾਏ ਕਨੇਡਾ ਦਾ ਕੀਤਾ ਵਿਸ਼ੇਸ਼ ਸਨਮਾਨ।: [1158, 88, 1496, 128]
headline-a13: ਪੰਜਾਬ ਸਰਕਾਰ ਡੈਮੋਕ੍ਰੈਟਿਕ ਜੰਗਲਾਤ ਵਰਕਰਾਂ ਦੀਆਂ ਮੰਗਾਂ ਵੱਲ ਧਿਆਨ ਦੇਵੇ :- ਰਸਪਾਲ ਸਿੰਘ: [1158, 1389, 1504, 1427]
kicker-a15: ਅਕਾਲੀ ਦਲ ਵੱਲੋਂ ਸਰਦਾਰ ਸੁਖਬੀਰ ਸਿੰਘ ਬਾਦਲ 'ਤੇ ਹੋਏ ਹਮਲੇ ਦੀ ਨਿੰਦਾ: [559, 1572, 969, 1591]
headline-a12: ਹਰਵੀਰ ਸਿੰਘ ਢੀਂਡਸਾ ਨੂੰ "ਦੀ ਰੈਵੀਨਿਊ ਕਾਨੂੰਗੋ ਐਸੋਸੀਏਸ਼ਨ ਪੰਜਾਬ" ਦਾ ਪ੍ਰਧਾਨ ਬਣਾਏ ਜਾਣ ਤੇ ਕੀਤਾ ਸਨਮਾਨਿਤ: [741, 1105, 1098, 1144]
divider: [8, 1097, 945, 1099]
photo-kisan-union-meeting: [8, 899, 378, 1088]
headline-a11: 2500 ਰੁਪਏ ਰਿਸ਼ਵਤ ਲੈਣ ਵਾਲੇ ਵਣ ਗਾਰਡ ਵਿਜੀਲੈਂਸ ਬਿਊਰੋ ਨੇ ਕੀਤਾ ਕਾਬੂ: [407, 1104, 712, 1148]
article-a7-body-side: ਬਠਿੰਡਾ 4 ਦਸੰਬਰ (ਅਨਿਲ ਵਰਮਾ) ਮਹਾਰਾਜਾ ਰਣਜੀਤ ਸਿੰਘ ਪੰਜਾਬ ਟੈਕਨੀਕਲ ਯੂਨੀਵਰਸਿਟੀ, ਬਠਿੰਡਾ ਦੇ ਵਿਦਿਆਰਥੀਆਂ ਨੇ ਯੂਥ ਫੈਸਟੀਵਲ 2024 ਵਿੱਚ ਸ਼ਾਨਦਾਰ ਪ੍ਰਦਰਸ਼ਨ ਕਰਦਿਆਂ ਕਈ ਇਨਾਮ ਜਿੱਤੇ। ਵਿਦਿਆਰਥੀਆਂ ਨੇ ਭੰਗੜਾ, ਗਿੱਧਾ, ਲੋਕ ਗੀਤ, ਨਾਟਕ ਅਤੇ ਹੋਰ ਕਈ ਮੁਕਾਬਲਿਆਂ ਵਿੱਚ ਹਿੱਸਾ ਲਿਆ। ਵਾਈਸ ਚਾਂਸਲਰ ਨੇ ਜੇਤੂ ਵਿਦਿਆਰਥੀਆਂ ਨੂੰ ਵਧਾਈ ਦਿੰਦਿਆਂ ਕਿਹਾ ਕਿ ਅਜਿਹੇ ਮੇਲੇ ਵਿਦਿਆਰਥੀਆਂ ਦੀ ਪ੍ਰਤਿਭਾ ਨੂੰ ਨਿਖਾਰਦੇ ਹਨ। ਇਸ ਮੌਕੇ ਯੂਨੀਵਰਸਿਟੀ ਦੇ ਫੈਕਲਟੀ ਮੈਂਬਰ, ਡੀਨ ਅਤੇ ਸਟਾਫ਼ ਹਾਜ਼ਰ ਸਨ।: [923, 694, 1144, 820]
headline-a9: ਪਿੰਡ ਲਹਿਰਾ ਵਿਖੇ ਧਾਰਮਿਕ ਸਮਾਗਮ ਅਤੇ ਸ਼ਾਨਦਾਰ ਕੁਸ਼ਤੀਆਂ 25 ਦਸੰਬਰ ਨੂੰ: [32, 1475, 355, 1516]
page-number: 6: [6, 3, 34, 49]
photo-kisan-gathering-small: [386, 899, 563, 1088]
divider: [1158, 1887, 1505, 1888]
headline-a2: ਲਖਵਿੰਦਰ ਸਿੰਘ ਜੋਨ ਪ੍ਰਧਾਨ ਤੇ ਕੁਲਵਿੰਦਰ ਸਿੰਘ ਪਿੰਡ ਇੰਦਗੜ ਇਕਾਈ ਪ੍ਰਧਾਨ ਨਿਯੁਕਤ: ਬਹਿਰਾਮਕੇ: [399, 87, 1129, 152]
headline-a4: ਸੁਖਬੀਰ ਬਾਦਲ ਤੇ ਹਮਲਾ ਮੰਦਭਾਗੀ ਘਟਨਾ: ਅਨੀਲ ਸਰੀਨ: [1158, 647, 1489, 666]
headline-a8: ਗਿਆਨੀ ਗੁਰਬਚਨ ਸਿੰਘ ਤੇ ਹੋਰ ਸਿੰਘ ਸਾਹਿਬਾਨ ਨੂੰ ਤਲਬ ਕਰਨ ਵਾਲੇ ਪੰਜ ਪਿਆਰੇ ਸਾਹਿਬਾਨ ਨੂੰ ਬਹਾਲ ਕੀਤਾ ਜਾਵੇ - ਬਰਾੜ, ਕੁਲਾਰ: [8, 1104, 377, 1139]
registration-mark-icon: [750, 2395, 763, 2408]
